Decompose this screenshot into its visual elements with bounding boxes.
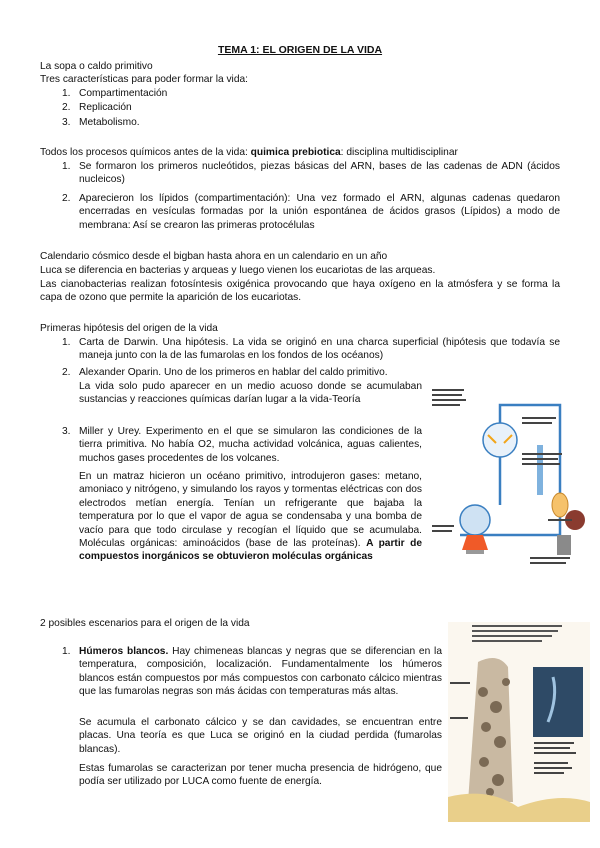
list-number: 1. <box>62 646 71 657</box>
miller-urey-apparatus-figure <box>430 385 590 575</box>
list-number: 3. <box>62 117 71 128</box>
list-number: 3. <box>62 426 71 437</box>
intro-line-1: La sopa o caldo primitivo <box>40 61 153 72</box>
scenario-white-chimneys-cavities: Se acumula el carbonato cálcico y se dan cavidades, se encuentran entre placas. Una teoría es que Luca se originó en la ciudad perdida (fumarolas blancas). <box>79 717 442 755</box>
miller-experiment-text: En un matraz hicieron un océano primitivo, introdujeron gases: metano, amoniaco y nitrógeno, y simulando los rayos y tormentas eléctricas con dos electrodos metían energía. Tenían un refrigerante que bajaba la temperatura por lo que el vapor de agua se condensaba y una bomba de vacío para que todo circulase y recogían el líquido que se acumulaba. Moléculas orgánicas: aminoácidos (base de las proteínas). A partir de compuestos inorgánicos se obtuvieron moléculas orgánicas <box>79 471 422 563</box>
intro-line-2: Tres características para poder formar la vida: <box>40 74 248 85</box>
hypotheses-heading: Primeras hipótesis del origen de la vida <box>40 323 218 334</box>
list-number: 2. <box>62 193 71 204</box>
hypothesis-darwin: Carta de Darwin. Una hipótesis. La vida se originó en una charca superficial (hipótesis que todavía se maneja junto con la de las fumarolas en los fondos de los océanos) <box>79 337 560 362</box>
list-item: Metabolismo. <box>79 117 140 128</box>
calendar-line-2: Luca se diferencia en bacterias y arqueas y luego vienen los eucariotas de las arqueas. <box>40 265 436 276</box>
list-number: 2. <box>62 102 71 113</box>
list-number: 1. <box>62 161 71 172</box>
list-item: Replicación <box>79 102 132 113</box>
scenarios-heading: 2 posibles escenarios para el origen de la vida <box>40 618 250 629</box>
calendar-line-3: Las cianobacterias realizan fotosíntesis oxigénica provocando que haya oxígeno en la atmósfera y se forma la capa de ozono que permite la aparición de los eucariotas. <box>40 279 560 304</box>
hypothesis-oparin-title: Alexander Oparin. Uno de los primeros en hablar del caldo primitivo. <box>79 367 388 378</box>
list-item: Compartimentación <box>79 88 168 99</box>
prebiotic-paragraph: Todos los procesos químicos antes de la vida: quimica prebiotica: disciplina multidisciplinar <box>40 147 458 158</box>
list-number: 2. <box>62 367 71 378</box>
hydrothermal-vent-figure <box>448 622 590 822</box>
scenario-white-chimneys: Húmeros blancos. Hay chimeneas blancas y negras que se diferencian en la temperatura, composición, localización. Fundamentalmente los húmeros blancos están compuestos por más compuestos con carbonato cálcico mientras que las fumarolas negras son más ácidas con temperaturas más altas. <box>79 646 442 698</box>
calendar-line-1: Calendario cósmico desde el bigban hasta ahora en un calendario en un año <box>40 251 388 262</box>
list-number: 1. <box>62 337 71 348</box>
document-title: TEMA 1: EL ORIGEN DE LA VIDA <box>217 44 383 56</box>
list-number: 1. <box>62 88 71 99</box>
scenario-white-chimneys-hydrogen: Estas fumarolas se caracterizan por tener mucha presencia de hidrógeno, que podía ser utilizado por LUCA como fuente de energía. <box>79 763 442 788</box>
prebiotic-item-1: Se formaron los primeros nucleótidos, piezas básicas del ARN, bases de las cadenas de ADN (ácidos nucleicos) <box>79 161 560 186</box>
hypothesis-oparin-text: La vida solo pudo aparecer en un medio acuoso donde se acumulaban sustancias y reacciones químicas darían lugar a la vida-Teoría <box>79 381 422 406</box>
prebiotic-item-2: Aparecieron los lípidos (compartimentación): Una vez formado el ARN, algunas cadenas quedaron encerradas en vesículas formadas por la unión espontánea de ácidos grasos (Lípidos) a modo de membrana: Así se crearon las primeras protocélulas <box>79 193 560 231</box>
hypothesis-miller-urey: Miller y Urey. Experimento en el que se simularon las condiciones de la tierra primitiva. No había O2, mucha actividad volcánica, aguas calientes, muchos gases procedentes de los volcanes. <box>79 426 422 464</box>
